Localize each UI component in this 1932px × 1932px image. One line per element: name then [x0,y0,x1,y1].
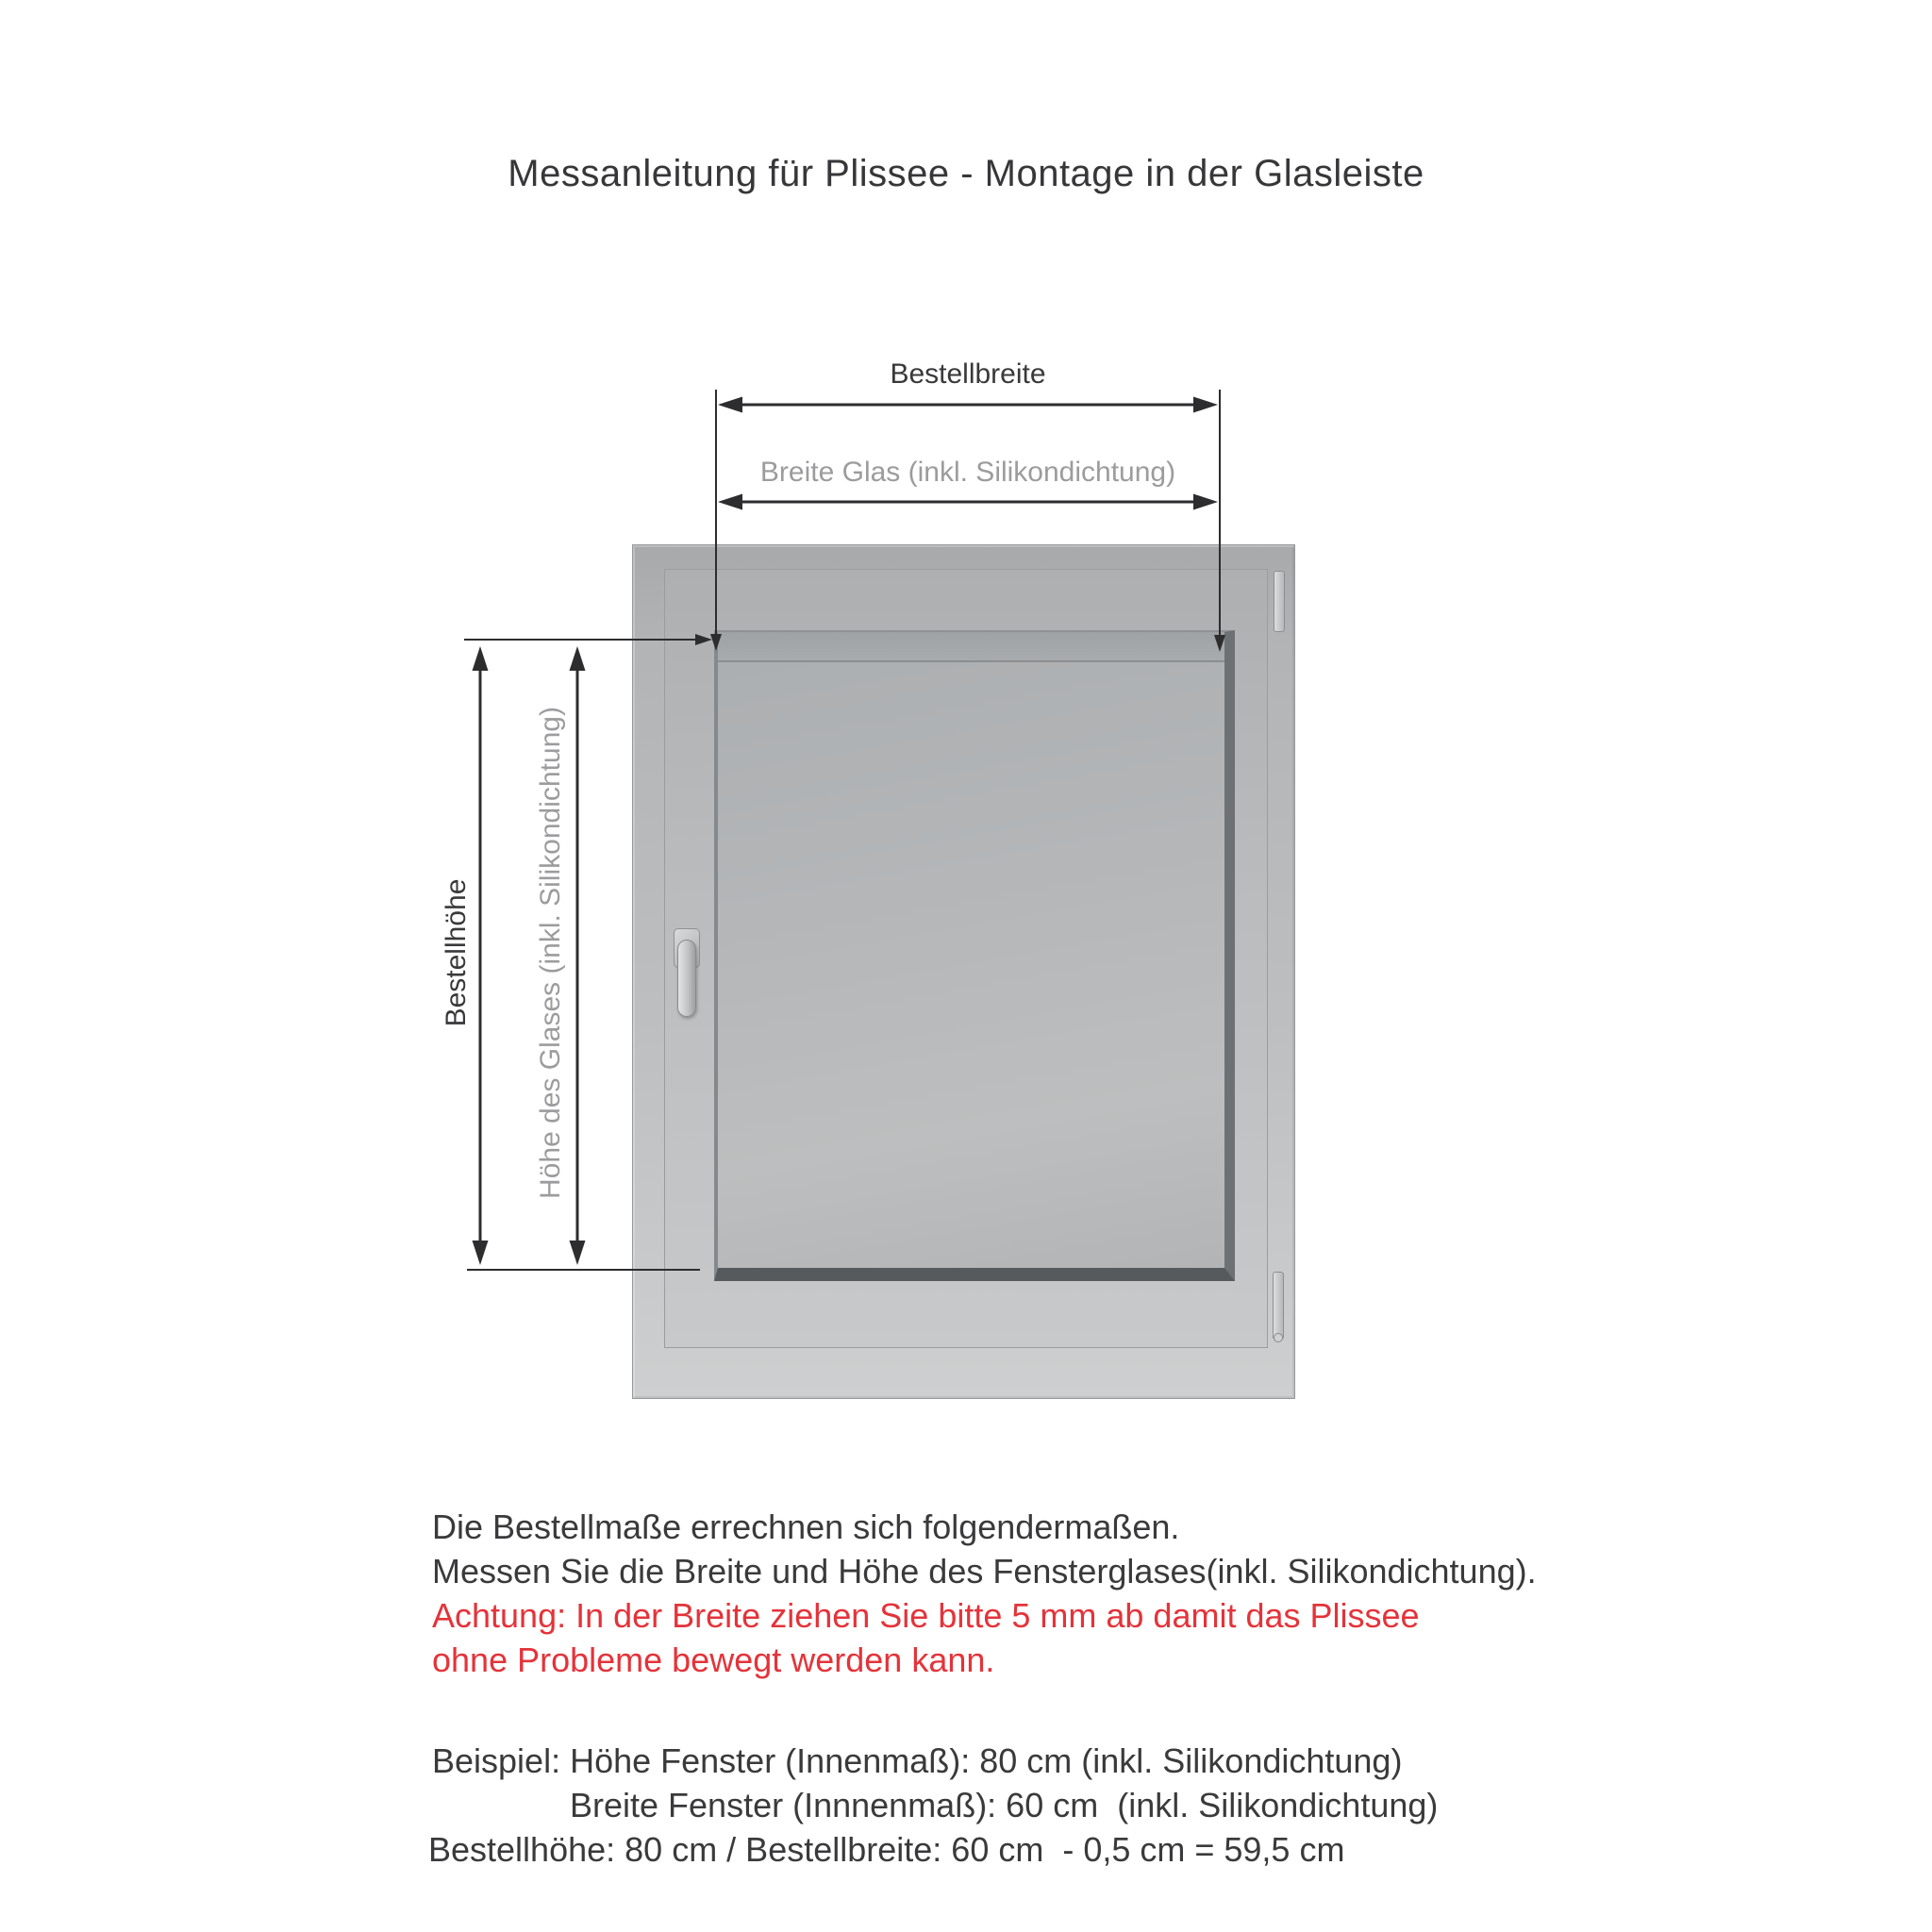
page-title: Messanleitung für Plissee - Montage in der Glasleiste [508,153,1424,194]
warning-line-2: ohne Probleme bewegt werden kann. [432,1641,995,1679]
example-line-3: Bestellhöhe: 80 cm / Bestellbreite: 60 cm - 0,5 cm = 59,5 cm [428,1830,1345,1869]
instruction-line-1: Die Bestellmaße errechnen sich folgendermaßen. [432,1507,1180,1546]
order-width-label: Bestellbreite [890,358,1046,390]
glass-width-label: Breite Glas (inkl. Silikondichtung) [759,457,1176,488]
example-line-1: Beispiel: Höhe Fenster (Innenmaß): 80 cm (inkl. Silikondichtung) [432,1741,1403,1780]
glass-height-label: Höhe des Glases (inkl. Silikondichtung) [535,707,566,1199]
example-line-2: Breite Fenster (Innnenmaß): 60 cm (inkl. Silikondichtung) [570,1786,1439,1824]
order-height-label: Bestellhöhe [441,878,472,1027]
warning-line-1: Achtung: In der Breite ziehen Sie bitte 5 mm ab damit das Plissee [432,1596,1420,1635]
instruction-line-2: Messen Sie die Breite und Höhe des Fensterglases(inkl. Silikondichtung). [432,1552,1537,1591]
